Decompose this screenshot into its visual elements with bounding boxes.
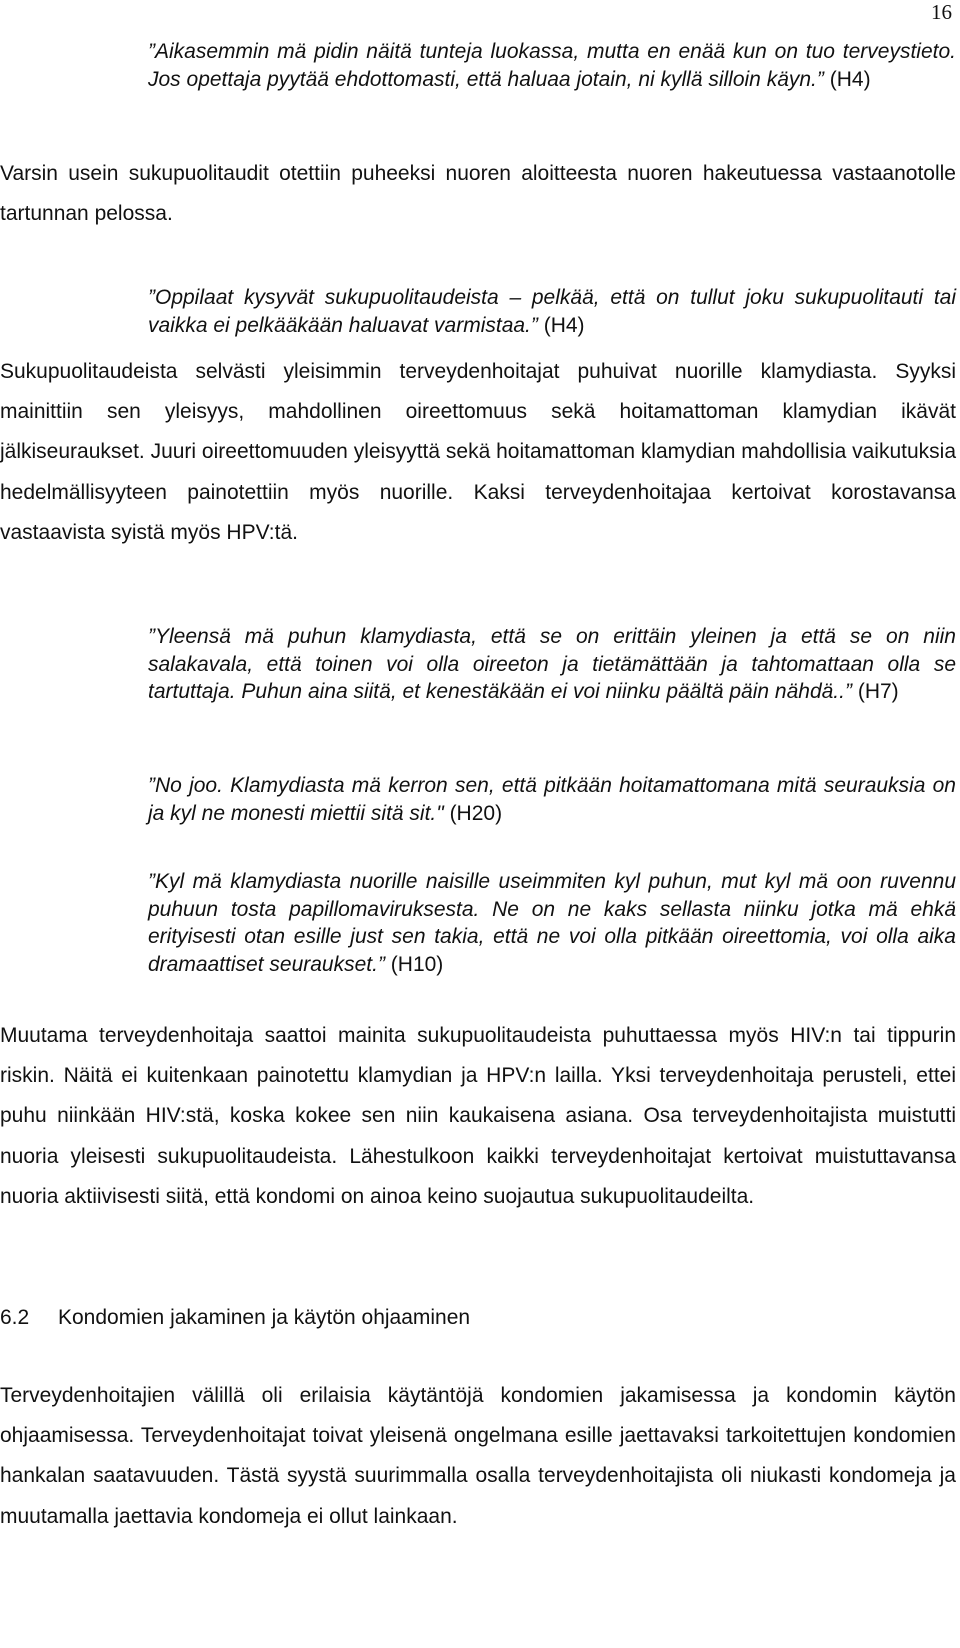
paragraph-std-topics-initiative: Varsin usein sukupuolitaudit otettiin puheeksi nuoren aloitteesta nuoren hakeutuessa vastaanotolle tartunnan pelossa. — [0, 162, 956, 226]
quote-source-ref: (H4) — [829, 67, 871, 91]
section-title: Kondomien jakaminen ja käytön ohjaaminen — [58, 1306, 471, 1329]
quote-source-ref: (H4) — [543, 313, 585, 337]
section-number: 6.2 — [0, 1306, 30, 1329]
paragraph-chlamydia-most-common: Sukupuolitaudeista selvästi yleisimmin terveydenhoitajat puhuivat nuorille klamydiasta. Syyksi mainittiin sen yleisyys, mahdollinen oireettomuus sekä hoitamattoman klamydian ikävät jälkiseuraukset. Juuri oireettomuuden yleisyyttä sekä hoitamattoman klamydian mahdollisia vaikutuksia hedelmällisyyteen painotettiin myös nuorille. Kaksi terveydenhoitajaa kertoivat korostavansa vastaavista syistä myös HPV:tä. — [0, 360, 956, 544]
quote-source-ref: (H7) — [857, 680, 899, 704]
section-heading — [0, 1304, 956, 1332]
quote-source-ref: (H10) — [390, 952, 444, 976]
quote-text: ”No joo. Klamydiasta mä kerron sen, että pitkään hoitamattomana mitä seurauksia on ja kyl ne monesti miettii sitä sit." — [148, 774, 956, 825]
interview-quote-h4-school-lessons — [148, 38, 956, 93]
quote-text: ”Aikasemmin mä pidin näitä tunteja luokassa, mutta en enää kun on tuo terveystieto. Jos opettaja pyytää ehdottomasti, että haluaa jotain, ni kyllä silloin käyn.” — [148, 40, 956, 91]
quote-text: ”Yleensä mä puhun klamydiasta, että se on erittäin yleinen ja että se on niin salakavala, että toinen voi olla oireeton ja tietämättään ja tahtomattaan olla se tartuttaja. Puhun aina siitä, et kenestäkään ei voi niinku päältä päin nähdä..” — [148, 625, 956, 704]
paragraph-condom-distribution: Terveydenhoitajien välillä oli erilaisia käytäntöjä kondomien jakamisessa ja kondomin käytön ohjaamisessa. Terveydenhoitajat toivat yleisenä ongelmana esille jaettavaksi tarkoitettujen kondomien hankalan saatavuuden. Tästä syystä suurimmalla osalla terveydenhoitajista oli niukasti kondomeja ja muutamalla jaettavia kondomeja ei ollut lainkaan. — [0, 1384, 956, 1528]
interview-quote-h20-chlamydia — [148, 772, 956, 827]
paragraph-hiv-gonorrhea: Muutama terveydenhoitaja saattoi mainita sukupuolitaudeista puhuttaessa myös HIV:n tai tippurin riskin. Näitä ei kuitenkaan painotettu klamydian ja HPV:n lailla. Yksi terveydenhoitaja perusteli, ettei puhu niinkään HIV:stä, koska kokee sen niin kaukaisena asiana. Osa terveydenhoitajista muistutti nuoria yleisesti sukupuolitaudeista. Lähestulkoon kaikki terveydenhoitajat kertoivat muistuttavansa nuoria aktiivisesti siitä, että kondomi on ainoa keino suojautua sukupuolitaudeilta. — [0, 1024, 956, 1208]
quote-source-ref: (H20) — [449, 801, 503, 825]
page-number: 16 — [931, 0, 952, 24]
quote-text: ”Oppilaat kysyvät sukupuolitaudeista – pelkää, että on tullut joku sukupuolitauti tai vaikka ei pelkääkään haluavat varmistaa.” — [148, 286, 956, 337]
interview-quote-h7-chlamydia — [148, 623, 956, 706]
interview-quote-h4-students-ask — [148, 284, 956, 339]
interview-quote-h10-papilloma — [148, 868, 956, 978]
quote-text: ”Kyl mä klamydiasta nuorille naisille useimmiten kyl puhun, mut kyl mä oon ruvennu puhuun tosta papillomaviruksesta. Ne on ne kaks sellasta niinku jotka mä ehkä erityisesti otan esille just sen takia, että ne voi olla pitkään oireettomia, voi olla aika dramaattiset seuraukset.” — [148, 870, 956, 976]
